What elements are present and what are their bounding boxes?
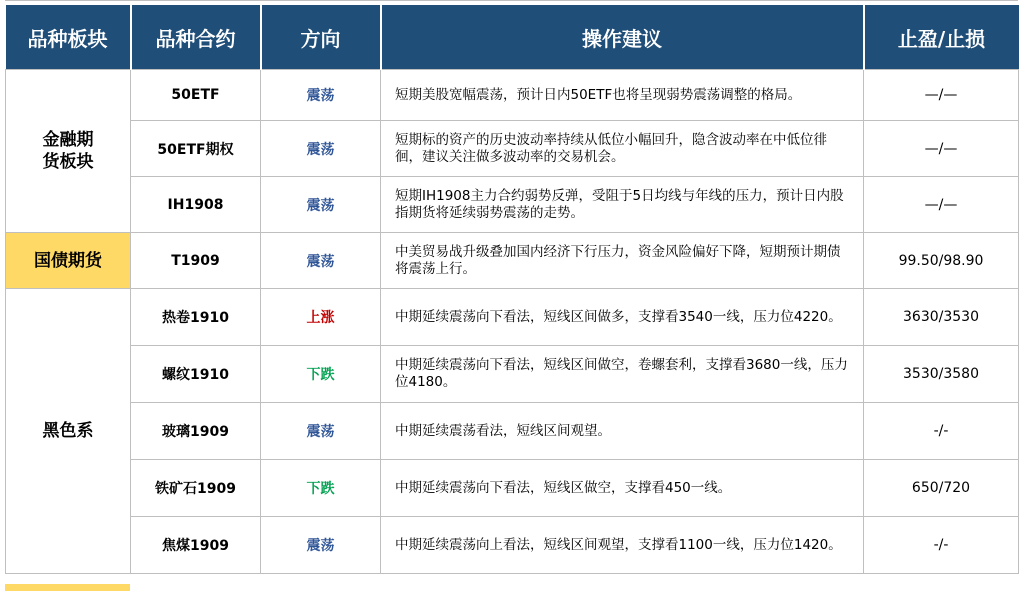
contract-cell: T1909 xyxy=(131,233,261,289)
stop-cell: —/— xyxy=(864,121,1019,177)
table-row xyxy=(6,233,1019,289)
header-sector: 品种板块 xyxy=(6,5,131,70)
advice-cell: 中美贸易战升级叠加国内经济下行压力，资金风险偏好下降，短期预计期债将震荡上行。 xyxy=(381,233,864,289)
direction-cell: 震荡 xyxy=(261,177,381,233)
advice-cell: 中期延续震荡向下看法，短线区做空，支撑看450一线。 xyxy=(381,460,864,517)
direction-cell: 震荡 xyxy=(261,233,381,289)
stop-cell: 99.50/98.90 xyxy=(864,233,1019,289)
header-contract: 品种合约 xyxy=(131,5,261,70)
sector-black: 黑色系 xyxy=(6,289,131,574)
table-row xyxy=(6,517,1019,574)
advice-cell: 短期IH1908主力合约弱势反弹，受阻于5日均线与年线的压力，预计日内股指期货将延续弱势震荡的走势。 xyxy=(381,177,864,233)
contract-cell: 热卷1910 xyxy=(131,289,261,346)
header-direction: 方向 xyxy=(261,5,381,70)
stop-cell: —/— xyxy=(864,70,1019,121)
advice-cell: 中期延续震荡看法，短线区间观望。 xyxy=(381,403,864,460)
table-row xyxy=(6,177,1019,233)
direction-cell: 上涨 xyxy=(261,289,381,346)
strategy-table xyxy=(5,5,1019,574)
contract-cell: IH1908 xyxy=(131,177,261,233)
direction-cell: 震荡 xyxy=(261,517,381,574)
direction-cell: 震荡 xyxy=(261,70,381,121)
advice-cell: 中期延续震荡向下看法，短线区间做多，支撑看3540一线，压力位4220。 xyxy=(381,289,864,346)
sector-bonds: 国债期货 xyxy=(6,233,131,289)
sector-financial xyxy=(6,70,131,233)
stop-cell: —/— xyxy=(864,177,1019,233)
table-row xyxy=(6,403,1019,460)
advice-cell: 短期标的资产的历史波动率持续从低位小幅回升，隐含波动率在中低位徘徊，建议关注做多波动率的交易机会。 xyxy=(381,121,864,177)
contract-cell: 焦煤1909 xyxy=(131,517,261,574)
strategy-table-container xyxy=(5,5,1018,574)
next-row-strip xyxy=(5,584,1018,591)
table-row xyxy=(6,121,1019,177)
header-advice: 操作建议 xyxy=(381,5,864,70)
advice-cell: 中期延续震荡向下看法，短线区间做空，卷螺套利，支撑看3680一线，压力位4180。 xyxy=(381,346,864,403)
contract-cell: 50ETF期权 xyxy=(131,121,261,177)
header-stop: 止盈/止损 xyxy=(864,5,1019,70)
advice-cell: 短期美股宽幅震荡，预计日内50ETF也将呈现弱势震荡调整的格局。 xyxy=(381,70,864,121)
sector-financial-label: 金融期货板块 xyxy=(42,130,94,172)
contract-cell: 铁矿石1909 xyxy=(131,460,261,517)
table-row xyxy=(6,289,1019,346)
stop-cell: -/- xyxy=(864,517,1019,574)
direction-cell: 震荡 xyxy=(261,121,381,177)
header-row xyxy=(6,5,1019,70)
next-sector-highlight xyxy=(5,584,130,591)
advice-cell: 中期延续震荡向上看法，短线区间观望，支撑看1100一线，压力位1420。 xyxy=(381,517,864,574)
stop-cell: 3530/3580 xyxy=(864,346,1019,403)
stop-cell: 3630/3530 xyxy=(864,289,1019,346)
contract-cell: 50ETF xyxy=(131,70,261,121)
contract-cell: 玻璃1909 xyxy=(131,403,261,460)
stop-cell: -/- xyxy=(864,403,1019,460)
table-row xyxy=(6,460,1019,517)
stop-cell: 650/720 xyxy=(864,460,1019,517)
direction-cell: 下跌 xyxy=(261,346,381,403)
contract-cell: 螺纹1910 xyxy=(131,346,261,403)
table-row xyxy=(6,70,1019,121)
table-row xyxy=(6,346,1019,403)
direction-cell: 震荡 xyxy=(261,403,381,460)
direction-cell: 下跌 xyxy=(261,460,381,517)
